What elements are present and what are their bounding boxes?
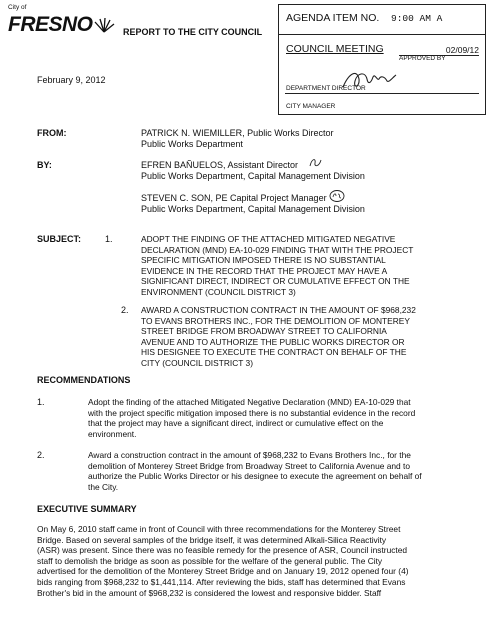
subject-item-2-line: AWARD A CONSTRUCTION CONTRACT IN THE AMOUNT OF $968,232 bbox=[141, 305, 416, 315]
from-line-1: PATRICK N. WIEMILLER, Public Works Director bbox=[141, 128, 334, 138]
fresno-logo: FRESNO bbox=[8, 13, 93, 36]
by-label: BY: bbox=[37, 160, 52, 170]
summary-line: bids ranging from $968,232 to $1,441,114. After reviewing the bids, staff has determined that Evans bbox=[37, 576, 406, 587]
recommendation-2-line: Award a construction contract in the amount of $968,232 to Evans Brothers Inc., for the bbox=[88, 450, 411, 460]
signature-line bbox=[285, 93, 479, 94]
report-title: REPORT TO THE CITY COUNCIL bbox=[123, 27, 263, 37]
subject-item-2-line: TO EVANS BROTHERS INC., FOR THE DEMOLITION OF MONTEREY bbox=[141, 315, 410, 326]
subject-item-2-line: HIS DESIGNEE TO EXECUTE THE CONTRACT ON BEHALF OF THE bbox=[141, 347, 407, 358]
from-line-2: Public Works Department bbox=[141, 139, 243, 149]
from-label: FROM: bbox=[37, 128, 67, 138]
agenda-divider bbox=[279, 34, 485, 35]
recommendation-1-number: 1. bbox=[37, 397, 45, 407]
subject-label: SUBJECT: bbox=[37, 234, 82, 244]
logo-sun-icon bbox=[92, 16, 116, 34]
subject-item-1-line: ADOPT THE FINDING OF THE ATTACHED MITIGATED NEGATIVE bbox=[141, 234, 396, 244]
subject-item-1-line: SIGNIFICANT DIRECT, INDIRECT OR CUMULATIVE EFFECT ON THE bbox=[141, 276, 410, 287]
subject-item-2 bbox=[141, 305, 463, 369]
recommendation-2-line: authorize the Public Works Director or his designee to execute the agreement on behalf of bbox=[88, 471, 422, 482]
subject-item-2-line: CITY (COUNCIL DISTRICT 3) bbox=[141, 357, 253, 368]
executive-summary-heading: EXECUTIVE SUMMARY bbox=[37, 504, 137, 514]
subject-item-2-line: AVENUE AND TO AUTHORIZE THE PUBLIC WORKS DIRECTOR OR bbox=[141, 336, 405, 347]
executive-summary-body bbox=[37, 524, 469, 598]
recommendation-2-line: the City. bbox=[88, 481, 119, 492]
subject-item-2-line: STREET BRIDGE FROM BROADWAY STREET TO CALIFORNIA bbox=[141, 326, 387, 337]
city-of-label: City of bbox=[8, 4, 27, 11]
subject-item-2-number: 2. bbox=[121, 305, 129, 315]
subject-item-1-line: SPECIFIC MITIGATION IMPOSED THERE IS NO SUBSTANTIAL bbox=[141, 255, 386, 266]
agenda-item-value: 9:00 AM A bbox=[391, 13, 443, 24]
by-person1-dept: Public Works Department, Capital Management Division bbox=[141, 171, 365, 181]
initials-mark-2 bbox=[328, 189, 346, 203]
department-director-label: DEPARTMENT DIRECTOR bbox=[286, 85, 366, 92]
summary-line: advertised for the demolition of the Monterey Street Bridge and on January 19, 2012 opened four (4) bbox=[37, 566, 409, 577]
city-manager-label: CITY MANAGER bbox=[286, 103, 336, 110]
subject-item-1-line: EVIDENCE IN THE RECORD THAT THE PROJECT MAY HAVE A bbox=[141, 265, 388, 276]
recommendation-1 bbox=[88, 397, 466, 439]
subject-item-1 bbox=[141, 234, 463, 298]
report-date: February 9, 2012 bbox=[37, 75, 106, 85]
agenda-item-label: AGENDA ITEM NO. bbox=[286, 12, 380, 24]
by-person1-name: EFREN BAÑUELOS, Assistant Director bbox=[141, 160, 299, 170]
recommendation-1-line: that the project may have a significant direct, indirect or cumulative effect on the bbox=[88, 418, 384, 429]
recommendation-2-number: 2. bbox=[37, 450, 45, 460]
recommendation-2-line: demolition of Monterey Street Bridge from Broadway Street to California Avenue and to bbox=[88, 460, 410, 471]
summary-line: Brother's bid in the amount of $968,232 is considered the lowest and responsive bidder. Staff bbox=[37, 587, 382, 598]
recommendation-2 bbox=[88, 450, 466, 492]
initials-mark-1 bbox=[307, 156, 325, 170]
approved-by-label: APPROVED BY bbox=[399, 55, 446, 62]
subject-item-1-line: ENVIRONMENT (COUNCIL DISTRICT 3) bbox=[141, 286, 296, 297]
by-person2-name: STEVEN C. SON, PE Capital Project Manager bbox=[141, 193, 327, 203]
by-person2-dept: Public Works Department, Capital Management Division bbox=[141, 204, 365, 214]
summary-line: Bridge. Based on several samples of the bridge itself, it was determined Alkali-Silica Reactivity bbox=[37, 534, 387, 545]
council-meeting-label: COUNCIL MEETING bbox=[286, 43, 384, 55]
summary-line: (ASR) was present. Since there was no feasible remedy for the presence of ASR, Council instructed bbox=[37, 545, 408, 556]
subject-item-1-number: 1. bbox=[105, 234, 113, 244]
recommendation-1-line: with the project specific mitigation imposed there is no substantial evidence in the record bbox=[88, 407, 416, 418]
recommendations-heading: RECOMMENDATIONS bbox=[37, 375, 131, 385]
council-meeting-date: 02/09/12 bbox=[445, 45, 479, 55]
subject-item-1-line: DECLARATION (MND) EA-10-029 FINDING THAT WITH THE PROJECT bbox=[141, 244, 414, 255]
recommendation-1-line: Adopt the finding of the attached Mitigated Negative Declaration (MND) EA-10-029 that bbox=[88, 397, 411, 407]
agenda-box bbox=[278, 4, 486, 115]
recommendation-1-line: environment. bbox=[88, 428, 137, 439]
summary-line: On May 6, 2010 staff came in front of Council with three recommendations for the Monterey Street bbox=[37, 524, 401, 534]
summary-line: staff to demolish the bridge as soon as possible for the welfare of the general public. The City bbox=[37, 555, 383, 566]
